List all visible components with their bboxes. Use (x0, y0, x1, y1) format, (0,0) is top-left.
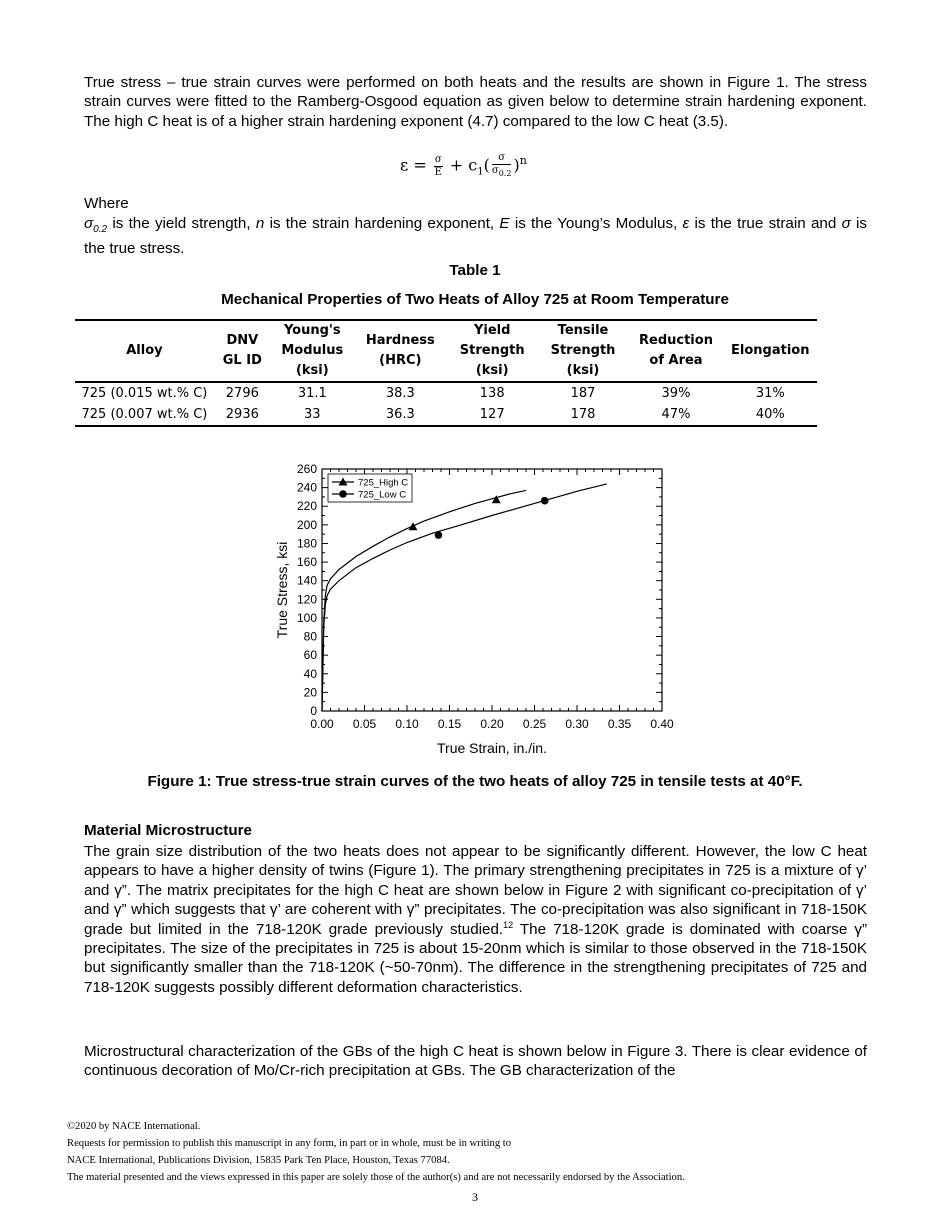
table-label: Table 1 (449, 262, 501, 279)
section-heading: Material Microstructure (84, 822, 252, 839)
y-tick-label: 120 (296, 592, 317, 607)
y-tick-label: 240 (296, 480, 317, 495)
col-header: Yield Strength (ksi) (447, 320, 538, 382)
col-header: Tensile Strength (ksi) (538, 320, 629, 382)
table-cell: 178 (538, 404, 629, 426)
x-axis-label: True Strain, in./in. (437, 740, 547, 756)
x-tick-label: 0.25 (522, 717, 547, 731)
col-header: Hardness (HRC) (354, 320, 447, 382)
def-sigma: σ (84, 215, 94, 232)
eq-c-sub: 1 (477, 166, 484, 178)
intro-paragraph: True stress – true strain curves were performed on both heats and the results are shown in Figure 1. The stress strain curves were fitted to the Ramberg-Osgood equation as given below to determine strain hardening exponent. The high C heat is of a higher strain hardening exponent (4.7) compared to the low C heat (3.5). (84, 74, 867, 130)
legend-marker (339, 490, 347, 498)
mechanical-properties-table (75, 319, 817, 427)
page-number: 3 (472, 1190, 478, 1204)
table-cell: 38.3 (385, 386, 415, 401)
ramberg-osgood-equation: ε = $\frac{\sigma}{E}$ + $c_1$( $\frac{\sigma}{\sigma_{0.2}}$ )$^n$ (400, 152, 527, 178)
col-header: DNV GL ID (214, 320, 271, 382)
y-tick-label: 100 (296, 610, 317, 625)
series-marker-low-c (435, 531, 443, 539)
eq-frac2-num: σ (492, 152, 512, 165)
x-tick-label: 0.30 (565, 717, 589, 731)
def-text-1: is the yield strength, (107, 215, 256, 232)
table-cell: 2936 (214, 404, 271, 426)
col-header: Elongation (724, 320, 817, 382)
col-header: Reduction of Area (628, 320, 723, 382)
reference-12: 12 (503, 919, 514, 930)
series-marker-low-c (541, 497, 549, 505)
table-caption: Mechanical Properties of Two Heats of Alloy 725 at Room Temperature (221, 291, 729, 308)
x-tick-label: 0.15 (437, 717, 462, 731)
def-text-2: is the strain hardening exponent, (264, 215, 500, 232)
table-row (75, 382, 817, 404)
where-label: Where (84, 195, 129, 212)
x-tick-label: 0.20 (480, 717, 504, 731)
y-tick-label: 220 (296, 499, 317, 514)
table-cell: 31% (755, 386, 785, 401)
def-text-4: is the true strain and (689, 215, 842, 232)
table-cell: 187 (570, 386, 596, 401)
table-cell: 31.1 (297, 386, 327, 401)
y-tick-label: 40 (303, 666, 317, 681)
series-line-high-c (322, 490, 526, 711)
x-tick-label: 0.40 (650, 717, 674, 731)
stress-strain-chart (270, 458, 690, 763)
eq-plus-c: + c (449, 155, 478, 175)
eq-frac1-num: σ (434, 153, 442, 165)
x-tick-label: 0.00 (310, 717, 334, 731)
footer-disclaimer: The material presented and the views expressed in this paper are solely those of the author(s) and are not necessarily endorsed by the Association. (67, 1172, 685, 1183)
eq-fraction-1 (434, 154, 443, 179)
table-cell: 40% (724, 404, 817, 426)
table-row (75, 404, 817, 426)
microstructure-paragraph-2: Microstructural characterization of the GBs of the high C heat is shown below in Figure 3. There is clear evidence of continuous decoration of Mo/Cr-rich precipitation at GBs. The GB characterization of the (84, 1043, 867, 1080)
x-tick-label: 0.05 (352, 717, 377, 731)
eq-exponent: n (519, 154, 527, 168)
col-header: Young's Modulus (ksi) (271, 320, 354, 382)
footer-address: NACE International, Publications Division, 15835 Park Ten Place, Houston, Texas 77084. (67, 1155, 450, 1166)
legend-label: 725_Low C (358, 489, 407, 501)
plot-frame (322, 469, 662, 711)
microstructure-paragraph-1: The grain size distribution of the two heats does not appear to be significantly different. However, the low C heat appears to have a higher density of twins (Figure 1). The primary strengthening precipitates in 725 is a mixture of γ’ and γ”. The matrix precipitates for the high C heat are shown below in Figure 2 with significant co-precipitation of γ’ and γ” which suggests that γ’ are coherent with γ” precipitates. The co-precipitation was also significant in 718-150K grade but limited in the 718-120K grade previously studied.$^{12}$ The 718-120K grade is dominated with coarse γ” precipitates. The size of the precipitates in 725 is about 15-20nm which is similar to those observed in the 718-150K but significantly smaller than the 718-120K (~50-70nm). The difference in the strengthening precipitates of 725 and 718-120K suggests possibly different deformation characteristics. (84, 843, 868, 996)
eq-lhs: ε = (400, 155, 427, 175)
eq-fraction-2 (492, 152, 512, 180)
def-sigma-sub: 0.2 (93, 224, 108, 236)
y-tick-label: 60 (303, 648, 317, 663)
y-tick-label: 260 (296, 462, 317, 476)
y-axis-label: True Stress, ksi (274, 541, 290, 639)
def-text-3: is the Young’s Modulus, (509, 215, 683, 232)
y-tick-label: 20 (303, 685, 317, 700)
eq-frac1-den: E (434, 166, 442, 178)
table-cell: 138 (479, 386, 505, 401)
table-header-row (75, 320, 817, 382)
definitions-paragraph (84, 214, 867, 259)
table-cell: 725 (0.007 wt.% C) (75, 404, 214, 426)
eq-frac2-den: σ (491, 165, 499, 176)
def-text-5: is the true stress. (84, 215, 868, 258)
y-tick-label: 200 (296, 517, 317, 532)
y-tick-label: 180 (296, 536, 317, 551)
figure-caption: Figure 1: True stress-true strain curves of the two heats of alloy 725 in tensile tests at 40°F. (147, 773, 803, 790)
y-tick-label: 140 (296, 573, 317, 588)
table-cell: 127 (447, 404, 538, 426)
def-eps: ε (682, 215, 690, 232)
table-cell: 47% (628, 404, 723, 426)
def-sig: σ (841, 215, 851, 232)
table-cell: 33 (271, 404, 354, 426)
def-n: n (255, 215, 265, 232)
col-header: Alloy (75, 320, 214, 382)
y-tick-label: 80 (303, 629, 317, 644)
series-line-low-c (322, 484, 607, 711)
footer-copyright: ©2020 by NACE International. (67, 1121, 201, 1132)
table-cell: 39% (661, 386, 691, 401)
def-E: E (499, 215, 510, 232)
y-tick-label: 160 (296, 555, 317, 570)
x-tick-label: 0.10 (395, 717, 419, 731)
legend-label: 725_High C (358, 477, 409, 489)
table-cell: 36.3 (354, 404, 447, 426)
footer-permission: Requests for permission to publish this manuscript in any form, in part or in whole, must be in writing to (67, 1138, 512, 1149)
eq-frac2-den-sub: 0.2 (498, 169, 512, 178)
x-tick-label: 0.35 (607, 717, 632, 731)
stress-strain-figure (270, 458, 690, 768)
table-cell: 725 (0.015 wt.% C) (81, 386, 208, 401)
table-cell: 2796 (225, 386, 259, 401)
series-marker-high-c (408, 522, 417, 530)
y-tick-label: 0 (310, 704, 317, 718)
